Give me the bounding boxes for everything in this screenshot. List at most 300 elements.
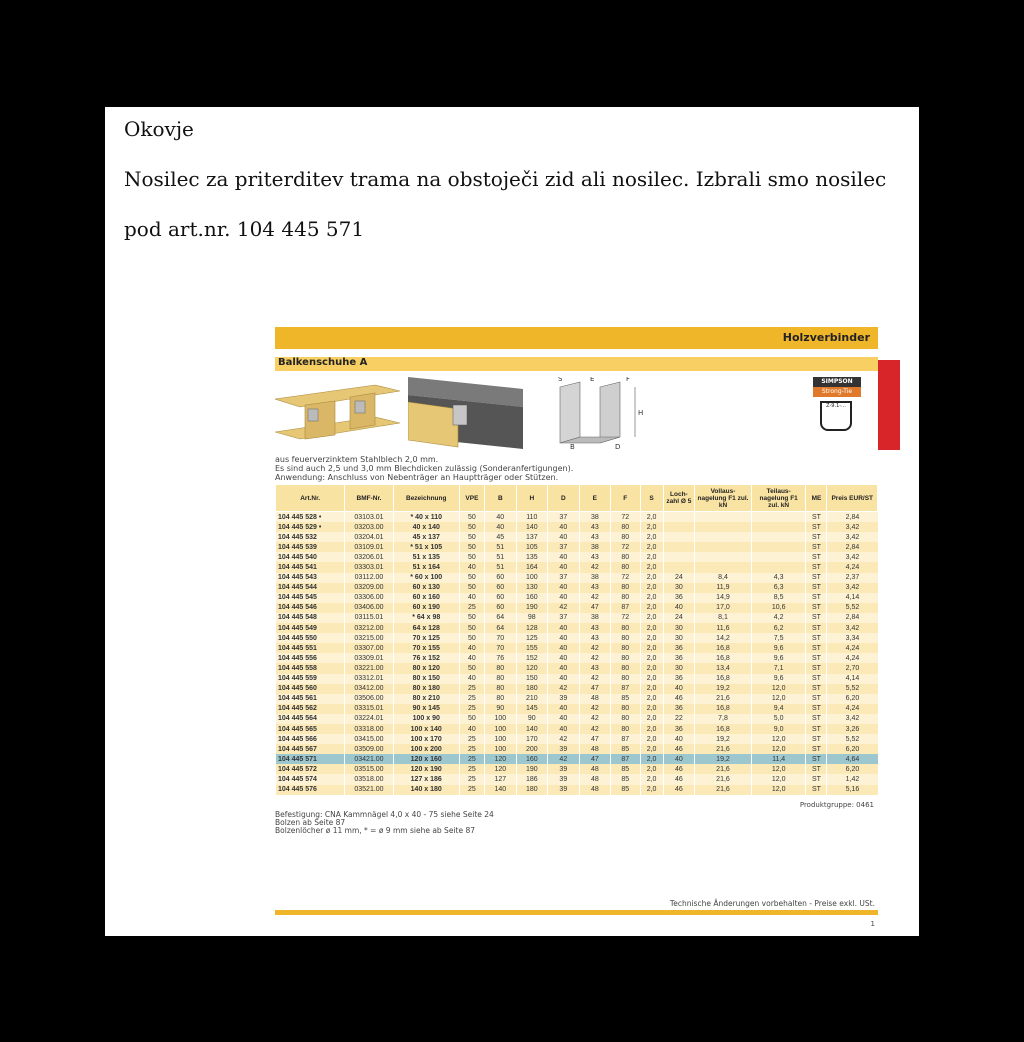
table-cell: 7,5 [751, 633, 806, 643]
table-cell: 104 445 544 [276, 583, 345, 593]
table-cell: 104 445 539 [276, 542, 345, 552]
table-cell: 48 [579, 694, 611, 704]
table-cell: 47 [579, 603, 611, 613]
table-cell: 2,0 [640, 674, 663, 684]
table-cell: 140 [485, 785, 517, 795]
table-cell: 2,0 [640, 542, 663, 552]
table-cell: 70 x 155 [393, 643, 459, 653]
table-cell: 190 [516, 764, 548, 774]
column-header: Teilaus-nagelung F1 zul. kN [751, 485, 806, 512]
table-cell: 210 [516, 694, 548, 704]
table-cell: 50 [459, 552, 484, 562]
table-cell: 87 [611, 734, 640, 744]
table-cell: ST [806, 744, 827, 754]
table-cell: 40 [548, 643, 580, 653]
table-cell: 11,4 [751, 754, 806, 764]
table-cell: 21,6 [695, 744, 752, 754]
table-cell: ST [806, 583, 827, 593]
table-cell: 104 445 529 • [276, 522, 345, 532]
table-cell: 6,20 [827, 744, 878, 754]
table-cell: ST [806, 764, 827, 774]
table-cell: 100 [485, 744, 517, 754]
table-cell: 36 [663, 643, 695, 653]
table-row [276, 684, 878, 694]
table-cell: 42 [579, 714, 611, 724]
table-cell: 03103.01 [345, 512, 393, 523]
table-cell: 7,1 [751, 663, 806, 673]
table-cell: 25 [459, 785, 484, 795]
table-cell: 42 [579, 653, 611, 663]
table-cell: 03306.00 [345, 593, 393, 603]
svg-text:H: H [638, 409, 644, 417]
table-cell: 03221.00 [345, 663, 393, 673]
table-row [276, 643, 878, 653]
table-cell: 5,16 [827, 785, 878, 795]
table-cell: 40 [548, 674, 580, 684]
table-cell: 180 [516, 684, 548, 694]
table-cell: 9,6 [751, 653, 806, 663]
table-cell: 37 [548, 573, 580, 583]
table-cell: ST [806, 613, 827, 623]
table-row [276, 552, 878, 562]
column-header: S [640, 485, 663, 512]
table-cell: * 64 x 98 [393, 613, 459, 623]
table-cell: 2,0 [640, 663, 663, 673]
table-cell: 51 x 135 [393, 552, 459, 562]
table-cell: 120 [485, 754, 517, 764]
table-cell [695, 522, 752, 532]
table-cell: 42 [579, 674, 611, 684]
table-cell: 152 [516, 653, 548, 663]
column-header: B [485, 485, 517, 512]
table-cell: 2,0 [640, 633, 663, 643]
table-cell: 12,0 [751, 684, 806, 694]
table-cell: ST [806, 603, 827, 613]
table-cell [695, 552, 752, 562]
table-cell: 38 [579, 512, 611, 523]
column-header: D [548, 485, 580, 512]
table-cell: 104 445 571 [276, 754, 345, 764]
svg-text:D: D [615, 443, 621, 449]
table-cell: 43 [579, 633, 611, 643]
table-cell: 51 [485, 542, 517, 552]
table-cell: 42 [579, 704, 611, 714]
table-cell: 47 [579, 754, 611, 764]
table-cell: 70 x 125 [393, 633, 459, 643]
table-cell: 80 [611, 522, 640, 532]
table-cell: 80 [611, 633, 640, 643]
table-cell: 38 [579, 573, 611, 583]
table-row [276, 714, 878, 724]
doc-heading: Okovje [124, 117, 194, 141]
table-cell: 12,0 [751, 744, 806, 754]
table-cell: 150 [516, 674, 548, 684]
table-cell: 5,52 [827, 603, 878, 613]
table-cell: 100 x 90 [393, 714, 459, 724]
table-cell: ST [806, 542, 827, 552]
table-cell: 137 [516, 532, 548, 542]
table-cell: 87 [611, 684, 640, 694]
table-cell: 42 [579, 593, 611, 603]
table-cell: 43 [579, 522, 611, 532]
table-cell: 14,2 [695, 633, 752, 643]
footer-disclaimer: Technische Änderungen vorbehalten - Preise exkl. USt. [669, 899, 875, 908]
table-cell: 85 [611, 785, 640, 795]
table-cell: 2,0 [640, 704, 663, 714]
table-cell: 24 [663, 573, 695, 583]
table-cell: 03412.00 [345, 684, 393, 694]
table-cell: 2,0 [640, 724, 663, 734]
table-cell: 3,42 [827, 522, 878, 532]
table-cell: 12,0 [751, 774, 806, 784]
table-cell: 80 [611, 714, 640, 724]
table-row [276, 663, 878, 673]
column-header: Bezeichnung [393, 485, 459, 512]
table-cell: 90 [485, 704, 517, 714]
table-cell [663, 532, 695, 542]
table-row [276, 603, 878, 613]
approval-mark-icon: Z-9.1-... [820, 401, 852, 431]
table-cell: 60 [485, 603, 517, 613]
table-cell: 9,4 [751, 704, 806, 714]
product-description: aus feuerverzinktem Stahlblech 2,0 mm. Es sind auch 2,5 und 3,0 mm Blechdicken zulässig (Sonderanfertigungen). Anwendung: Anschluss von Nebenträger an Hauptträger oder Stützen. [275, 455, 574, 482]
table-cell: 4,64 [827, 754, 878, 764]
table-cell: 45 [485, 532, 517, 542]
table-cell: 16,8 [695, 704, 752, 714]
table-cell: 104 445 548 [276, 613, 345, 623]
table-cell: 50 [459, 583, 484, 593]
table-cell: 85 [611, 744, 640, 754]
table-cell: 104 445 576 [276, 785, 345, 795]
table-row [276, 562, 878, 572]
table-cell: 50 [459, 633, 484, 643]
table-cell: 104 445 562 [276, 704, 345, 714]
table-cell: ST [806, 512, 827, 523]
table-cell [663, 522, 695, 532]
table-cell: 100 x 140 [393, 724, 459, 734]
table-cell: 50 [459, 663, 484, 673]
table-cell: 16,8 [695, 674, 752, 684]
table-cell: 50 [459, 532, 484, 542]
table-cell: 60 x 130 [393, 583, 459, 593]
table-cell: 3,42 [827, 532, 878, 542]
document-page [105, 107, 919, 936]
table-cell: 36 [663, 704, 695, 714]
table-cell: 40 [459, 562, 484, 572]
table-cell: 39 [548, 744, 580, 754]
table-cell: 120 [485, 764, 517, 774]
table-cell: 03204.01 [345, 532, 393, 542]
table-cell: 51 x 164 [393, 562, 459, 572]
table-cell: 37 [548, 512, 580, 523]
table-cell: ST [806, 774, 827, 784]
table-cell: 70 [485, 643, 517, 653]
table-cell: 104 445 556 [276, 653, 345, 663]
table-cell: 80 [485, 674, 517, 684]
table-cell: 6,3 [751, 583, 806, 593]
table-cell: 3,42 [827, 623, 878, 633]
table-cell: 104 445 545 [276, 593, 345, 603]
table-cell: 25 [459, 684, 484, 694]
table-cell: 4,3 [751, 573, 806, 583]
table-cell: 21,6 [695, 774, 752, 784]
table-cell: * 40 x 110 [393, 512, 459, 523]
table-cell: 30 [663, 583, 695, 593]
table-cell: 46 [663, 785, 695, 795]
table-cell: 60 [485, 573, 517, 583]
table-cell: 37 [548, 613, 580, 623]
table-cell: 03521.00 [345, 785, 393, 795]
table-cell: 42 [579, 724, 611, 734]
table-cell: 60 x 190 [393, 603, 459, 613]
table-cell: 40 [548, 704, 580, 714]
table-cell: 16,8 [695, 724, 752, 734]
svg-text:S: S [558, 377, 563, 383]
table-cell: 104 445 560 [276, 684, 345, 694]
table-cell [751, 532, 806, 542]
table-cell: 2,0 [640, 613, 663, 623]
table-cell: 160 [516, 593, 548, 603]
table-row [276, 754, 878, 764]
catalog-image [275, 327, 900, 932]
column-header: BMF-Nr. [345, 485, 393, 512]
page-number: 1 [870, 920, 875, 928]
table-cell [695, 532, 752, 542]
table-cell: 42 [548, 754, 580, 764]
table-cell: 80 [611, 623, 640, 633]
table-cell: 4,24 [827, 653, 878, 663]
table-cell: 3,42 [827, 714, 878, 724]
table-cell: 40 [485, 512, 517, 523]
table-cell: 80 [485, 663, 517, 673]
table-cell: 40 [663, 684, 695, 694]
table-cell: 3,42 [827, 583, 878, 593]
column-header: F [611, 485, 640, 512]
table-cell: 40 [459, 643, 484, 653]
table-cell: 40 [459, 674, 484, 684]
table-cell: 40 [548, 583, 580, 593]
table-cell: 51 [485, 552, 517, 562]
table-cell: 104 445 566 [276, 734, 345, 744]
table-cell: 1,42 [827, 774, 878, 784]
table-cell: 3,26 [827, 724, 878, 734]
table-cell: 130 [516, 583, 548, 593]
table-cell: 72 [611, 512, 640, 523]
table-cell: 9,0 [751, 724, 806, 734]
table-cell: 60 [485, 593, 517, 603]
table-cell: 80 [611, 643, 640, 653]
table-cell: ST [806, 532, 827, 542]
table-cell: 42 [579, 643, 611, 653]
table-cell: 03209.00 [345, 583, 393, 593]
table-cell: 100 [485, 714, 517, 724]
table-cell: 104 445 564 [276, 714, 345, 724]
table-cell: 98 [516, 613, 548, 623]
table-cell: 6,2 [751, 623, 806, 633]
table-row [276, 785, 878, 795]
table-cell: 3,42 [827, 552, 878, 562]
table-cell: 9,6 [751, 643, 806, 653]
table-cell: 104 445 541 [276, 562, 345, 572]
table-cell: 47 [579, 684, 611, 694]
table-cell: 127 [485, 774, 517, 784]
table-cell: 76 x 152 [393, 653, 459, 663]
table-cell: 2,0 [640, 593, 663, 603]
table-cell: 60 [485, 583, 517, 593]
table-cell: 200 [516, 744, 548, 754]
table-cell: 80 [611, 593, 640, 603]
table-cell: 100 [516, 573, 548, 583]
table-cell: 37 [548, 542, 580, 552]
table-cell: 2,0 [640, 532, 663, 542]
table-cell: 40 [548, 552, 580, 562]
table-cell: 14,9 [695, 593, 752, 603]
table-cell [695, 512, 752, 523]
table-row [276, 774, 878, 784]
table-cell: 85 [611, 774, 640, 784]
table-cell: 2,0 [640, 522, 663, 532]
table-cell: 42 [548, 684, 580, 694]
table-cell: 36 [663, 593, 695, 603]
table-cell: 25 [459, 744, 484, 754]
table-cell: 64 [485, 623, 517, 633]
table-cell: 03215.00 [345, 633, 393, 643]
table-row [276, 744, 878, 754]
product-table [275, 484, 878, 795]
table-cell: 64 x 128 [393, 623, 459, 633]
table-cell: 135 [516, 552, 548, 562]
table-cell: 80 [611, 532, 640, 542]
table-row [276, 542, 878, 552]
table-cell: 120 x 160 [393, 754, 459, 764]
table-cell: 60 x 160 [393, 593, 459, 603]
table-cell: ST [806, 633, 827, 643]
table-row [276, 593, 878, 603]
table-cell: 6,20 [827, 694, 878, 704]
table-cell [751, 542, 806, 552]
table-cell: 9,6 [751, 674, 806, 684]
table-cell: 85 [611, 764, 640, 774]
table-cell: 72 [611, 613, 640, 623]
svg-text:B: B [570, 443, 575, 449]
table-cell [751, 552, 806, 562]
column-header: Preis EUR/ST [827, 485, 878, 512]
table-cell: ST [806, 643, 827, 653]
table-cell: 10,6 [751, 603, 806, 613]
table-cell: ST [806, 593, 827, 603]
table-cell: 4,24 [827, 704, 878, 714]
table-row [276, 764, 878, 774]
table-cell: 40 [548, 633, 580, 643]
section-title: Balkenschuhe A [278, 357, 368, 368]
table-cell: 03509.00 [345, 744, 393, 754]
table-cell: 120 [516, 663, 548, 673]
table-cell: 40 [663, 754, 695, 764]
table-cell: 104 445 543 [276, 573, 345, 583]
table-cell: 140 [516, 724, 548, 734]
table-cell: 36 [663, 724, 695, 734]
table-cell: 104 445 540 [276, 552, 345, 562]
table-cell: 90 [516, 714, 548, 724]
table-cell [663, 562, 695, 572]
table-cell: 3,34 [827, 633, 878, 643]
table-cell: * 60 x 100 [393, 573, 459, 583]
table-cell: 5,0 [751, 714, 806, 724]
table-cell: 21,6 [695, 785, 752, 795]
table-cell: 03112.00 [345, 573, 393, 583]
table-cell: 43 [579, 552, 611, 562]
table-cell: 100 [485, 724, 517, 734]
table-cell: ST [806, 663, 827, 673]
table-cell: 50 [459, 573, 484, 583]
table-cell: 46 [663, 764, 695, 774]
beam-frame-illustration [275, 377, 400, 449]
product-group: Produktgruppe: 0461 [799, 801, 874, 809]
table-cell: 40 [548, 714, 580, 724]
table-cell: 25 [459, 704, 484, 714]
table-cell: 180 [516, 785, 548, 795]
table-cell: 46 [663, 744, 695, 754]
table-cell [751, 562, 806, 572]
category-bar [275, 327, 878, 349]
table-cell: 2,0 [640, 734, 663, 744]
hanger-drawing-illustration [530, 377, 655, 449]
table-cell: ST [806, 684, 827, 694]
table-cell: 03421.00 [345, 754, 393, 764]
table-cell: 87 [611, 754, 640, 764]
table-cell: 39 [548, 785, 580, 795]
table-cell: 4,14 [827, 593, 878, 603]
table-row [276, 522, 878, 532]
table-cell: 70 [485, 633, 517, 643]
table-row [276, 633, 878, 643]
table-cell: 03515.00 [345, 764, 393, 774]
table-cell: 80 [611, 724, 640, 734]
table-cell: 40 [548, 593, 580, 603]
table-cell: 164 [516, 562, 548, 572]
table-cell: 25 [459, 603, 484, 613]
table-cell: 80 x 180 [393, 684, 459, 694]
table-cell: 19,2 [695, 734, 752, 744]
table-cell: 128 [516, 623, 548, 633]
table-cell [751, 522, 806, 532]
table-cell: 24 [663, 613, 695, 623]
category-title: Holzverbinder [782, 331, 870, 344]
table-cell: 104 445 528 • [276, 512, 345, 523]
table-cell: 40 [548, 653, 580, 663]
table-cell: 8,4 [695, 573, 752, 583]
table-cell: 6,20 [827, 764, 878, 774]
table-cell: 13,4 [695, 663, 752, 673]
table-cell: 40 [663, 603, 695, 613]
table-cell: 03312.01 [345, 674, 393, 684]
table-cell: 03224.01 [345, 714, 393, 724]
table-cell: 25 [459, 774, 484, 784]
table-row [276, 613, 878, 623]
table-cell: 47 [579, 734, 611, 744]
table-cell: ST [806, 724, 827, 734]
table-cell: 36 [663, 674, 695, 684]
table-cell: 19,2 [695, 684, 752, 694]
table-cell: 76 [485, 653, 517, 663]
table-cell: 104 445 549 [276, 623, 345, 633]
table-cell: 39 [548, 774, 580, 784]
table-cell: 64 [485, 613, 517, 623]
table-cell: 2,0 [640, 694, 663, 704]
table-cell: 38 [579, 542, 611, 552]
table-cell: 03307.00 [345, 643, 393, 653]
table-cell: 42 [579, 562, 611, 572]
